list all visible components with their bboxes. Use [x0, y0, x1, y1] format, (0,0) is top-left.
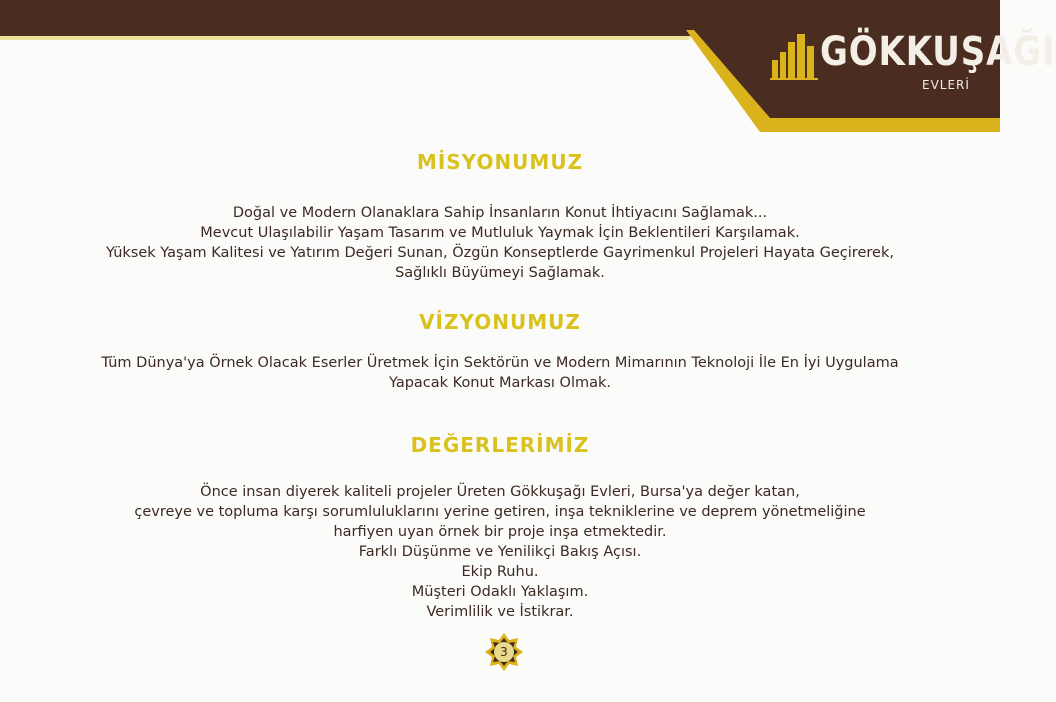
- values-text: [0, 482, 1000, 622]
- mission-text: [0, 203, 1000, 283]
- brand-logo: [770, 29, 1056, 100]
- values-line: çevreye ve topluma karşı sorumluluklarını yerine getiren, inşa tekniklerine ve deprem yönetmeliğine: [134, 504, 866, 520]
- values-line: Önce insan diyerek kaliteli projeler Üreten Gökkuşağı Evleri, Bursa'ya değer katan,: [200, 484, 800, 500]
- values-line: Ekip Ruhu.: [461, 564, 539, 580]
- vision-line: Yapacak Konut Markası Olmak.: [388, 375, 612, 391]
- vision-title: VİZYONUMUZ: [419, 310, 581, 334]
- vision-line: Tüm Dünya'ya Örnek Olacak Eserler Üretmek İçin Sektörün ve Modern Mimarının Teknoloji İle En İyi Uygulama: [101, 355, 899, 371]
- mission-title: MİSYONUMUZ: [416, 150, 584, 174]
- values-line: Verimlilik ve İstikrar.: [426, 604, 574, 620]
- vision-text: [0, 353, 1000, 393]
- values-title: DEĞERLERİMİZ: [410, 433, 590, 457]
- buildings-icon: [770, 30, 818, 80]
- values-line: harfiyen uyan örnek bir proje inşa etmektedir.: [333, 524, 667, 540]
- header-banner: [0, 0, 1056, 140]
- page-number-badge: [484, 632, 524, 672]
- values-line: Farklı Düşünme ve Yenilikçi Bakış Açısı.: [358, 544, 642, 560]
- brand-subtitle: EVLERİ: [922, 78, 970, 92]
- mission-line: Doğal ve Modern Olanaklara Sahip İnsanların Konut İhtiyacını Sağlamak...: [232, 205, 768, 221]
- mission-line: Yüksek Yaşam Kalitesi ve Yatırım Değeri Sunan, Özgün Konseptlerde Gayrimenkul Projeleri Hayata Geçirerek,: [106, 245, 894, 261]
- mission-line: Mevcut Ulaşılabilir Yaşam Tasarım ve Mutluluk Yaymak İçin Beklentileri Karşılamak.: [200, 225, 800, 241]
- mission-line: Sağlıklı Büyümeyi Sağlamak.: [395, 265, 605, 281]
- page-number: 3: [500, 645, 508, 659]
- values-line: Müşteri Odaklı Yaklaşım.: [411, 584, 589, 600]
- brand-name: GÖKKUŞAĞI: [820, 29, 1056, 75]
